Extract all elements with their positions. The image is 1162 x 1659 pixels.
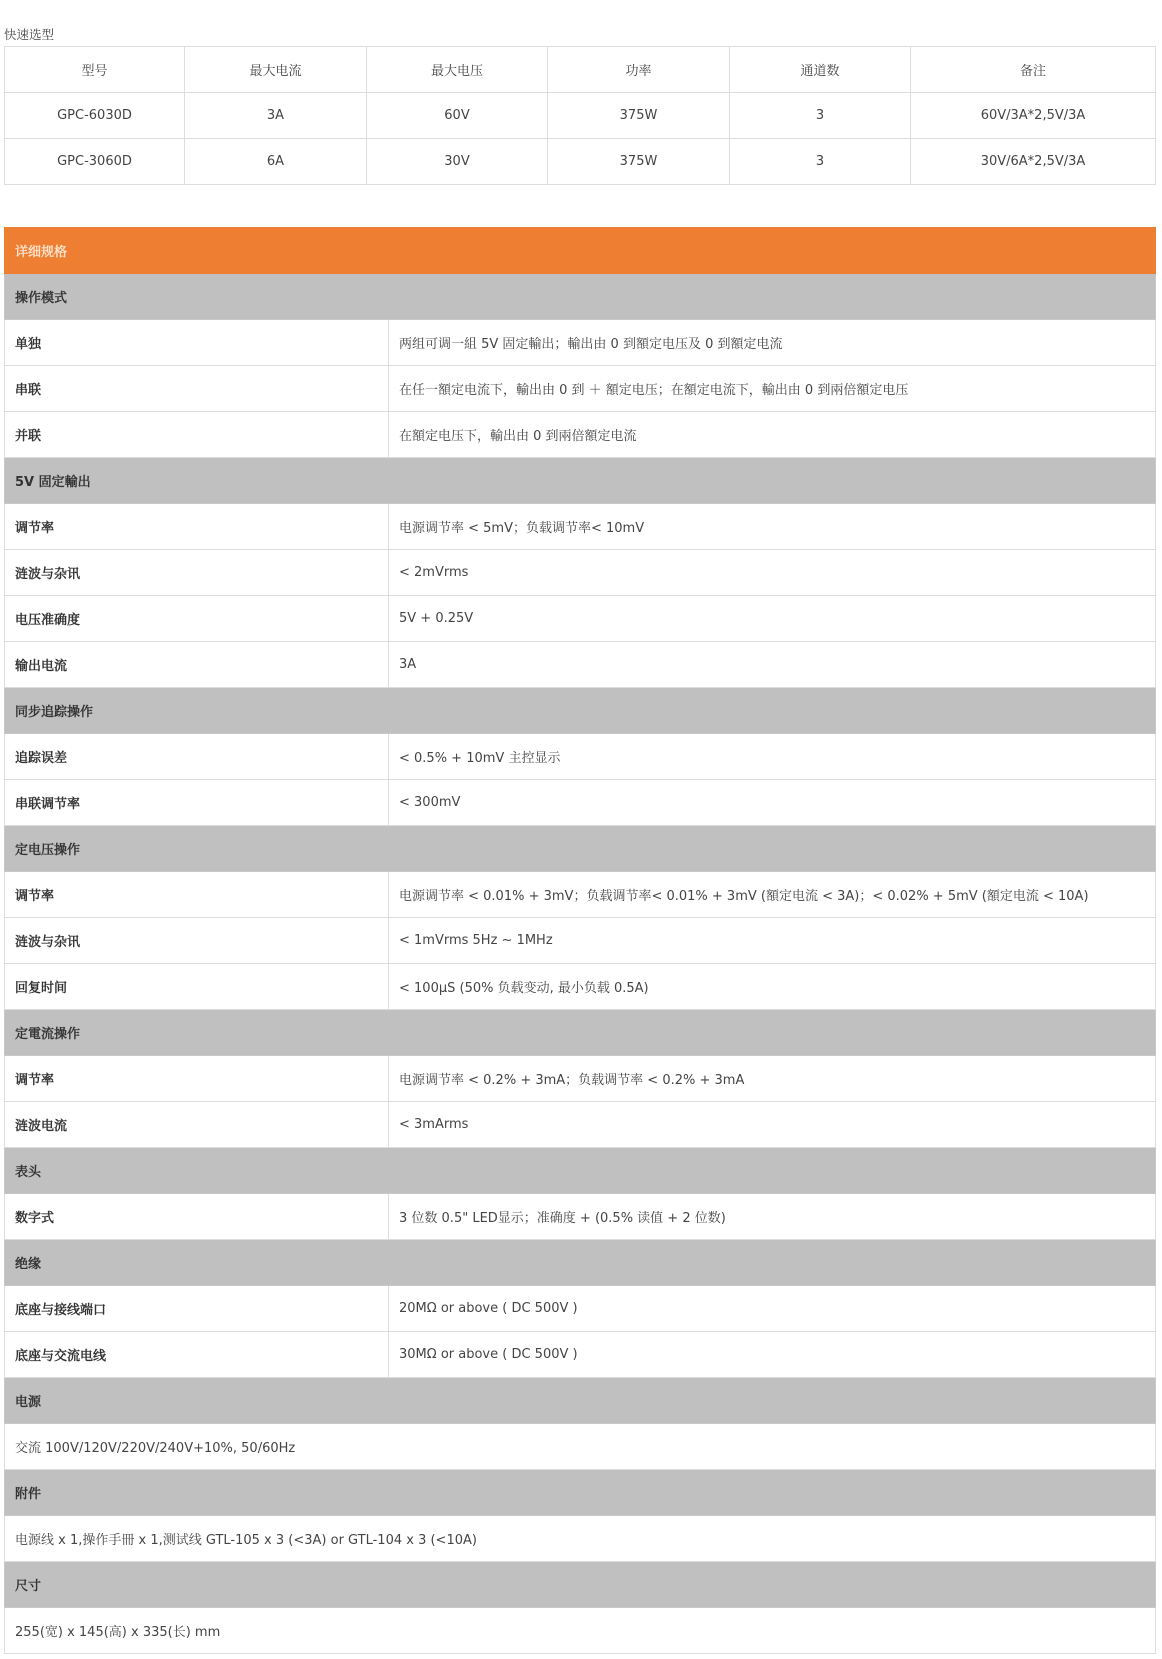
spec-key: 调节率 bbox=[5, 1056, 389, 1102]
max-current-cell: 3A bbox=[185, 93, 367, 139]
spec-key: 输出电流 bbox=[5, 642, 389, 688]
remark-cell: 30V/6A*2,5V/3A bbox=[911, 139, 1156, 185]
spec-value: < 2mVrms bbox=[389, 550, 1156, 596]
spec-row bbox=[5, 412, 1156, 458]
spec-section-row bbox=[5, 1470, 1156, 1516]
spec-key: 涟波与杂讯 bbox=[5, 550, 389, 596]
spec-key: 电压准确度 bbox=[5, 596, 389, 642]
spec-title: 详细规格 bbox=[5, 228, 1156, 274]
spec-row bbox=[5, 918, 1156, 964]
spec-key: 数字式 bbox=[5, 1194, 389, 1240]
power-cell: 375W bbox=[548, 139, 730, 185]
spec-value: 5V + 0.25V bbox=[389, 596, 1156, 642]
channels-cell: 3 bbox=[730, 139, 911, 185]
spec-row bbox=[5, 1286, 1156, 1332]
section-label: 绝缘 bbox=[5, 1240, 1156, 1286]
spec-value: 在額定电压下，輸出由 0 到兩倍額定电流 bbox=[389, 412, 1156, 458]
spec-value: < 0.5% + 10mV 主控显示 bbox=[389, 734, 1156, 780]
model-cell: GPC-3060D bbox=[5, 139, 185, 185]
spec-section-row bbox=[5, 1240, 1156, 1286]
spec-value: 3 位数 0.5" LED显示；准确度 + (0.5% 读值 + 2 位数) bbox=[389, 1194, 1156, 1240]
spec-value: 在任一額定电流下，輸出由 0 到 ＋ 額定电压；在額定电流下，輸出由 0 到兩倍額定电压 bbox=[389, 366, 1156, 412]
spec-value: 两组可调一組 5V 固定輸出；輸出由 0 到額定电压及 0 到額定电流 bbox=[389, 320, 1156, 366]
section-label: 操作模式 bbox=[5, 274, 1156, 320]
spec-key: 串联调节率 bbox=[5, 780, 389, 826]
spec-section-row bbox=[5, 274, 1156, 320]
spec-value: 电源调节率 < 0.2% + 3mA；负载调节率 < 0.2% + 3mA bbox=[389, 1056, 1156, 1102]
spec-row bbox=[5, 550, 1156, 596]
quick-select-title: 快速选型 bbox=[4, 27, 55, 42]
spec-value: < 1mVrms 5Hz ~ 1MHz bbox=[389, 918, 1156, 964]
spec-value: 电源调节率 < 0.01% + 3mV；负载调节率< 0.01% + 3mV (額定电流 < 3A)；< 0.02% + 5mV (額定电流 < 10A) bbox=[389, 872, 1156, 918]
spec-value: 交流 100V/120V/220V/240V+10%, 50/60Hz bbox=[5, 1424, 1156, 1470]
spec-key: 底座与接线端口 bbox=[5, 1286, 389, 1332]
spec-key: 调节率 bbox=[5, 504, 389, 550]
spec-key: 底座与交流电线 bbox=[5, 1332, 389, 1378]
spec-table bbox=[4, 227, 1156, 1654]
spec-row bbox=[5, 1608, 1156, 1654]
max-voltage-cell: 60V bbox=[367, 93, 548, 139]
spec-section-row bbox=[5, 1378, 1156, 1424]
header-cell: 备注 bbox=[911, 47, 1156, 93]
section-label: 附件 bbox=[5, 1470, 1156, 1516]
spec-value: 电源线 x 1,操作手冊 x 1,测试线 GTL-105 x 3 (<3A) or GTL-104 x 3 (<10A) bbox=[5, 1516, 1156, 1562]
header-cell: 型号 bbox=[5, 47, 185, 93]
quick-select-header-row bbox=[5, 47, 1156, 93]
spec-key: 涟波电流 bbox=[5, 1102, 389, 1148]
spec-row bbox=[5, 964, 1156, 1010]
spec-value: 电源调节率 < 5mV；负载调节率< 10mV bbox=[389, 504, 1156, 550]
spec-value: < 3mArms bbox=[389, 1102, 1156, 1148]
header-cell: 通道数 bbox=[730, 47, 911, 93]
section-label: 电源 bbox=[5, 1378, 1156, 1424]
spec-value: 255(宽) x 145(高) x 335(长) mm bbox=[5, 1608, 1156, 1654]
quick-select-table bbox=[4, 46, 1156, 185]
spec-row bbox=[5, 780, 1156, 826]
spec-row bbox=[5, 1332, 1156, 1378]
spec-section-row bbox=[5, 458, 1156, 504]
spec-value: < 300mV bbox=[389, 780, 1156, 826]
spec-row bbox=[5, 1102, 1156, 1148]
spec-section-row bbox=[5, 826, 1156, 872]
spec-key: 回复时间 bbox=[5, 964, 389, 1010]
section-label: 表头 bbox=[5, 1148, 1156, 1194]
spec-row bbox=[5, 504, 1156, 550]
section-label: 定电压操作 bbox=[5, 826, 1156, 872]
spec-value: 20MΩ or above ( DC 500V ) bbox=[389, 1286, 1156, 1332]
power-cell: 375W bbox=[548, 93, 730, 139]
max-current-cell: 6A bbox=[185, 139, 367, 185]
spec-value: < 100μS (50% 负载变动, 最小负载 0.5A) bbox=[389, 964, 1156, 1010]
spec-row bbox=[5, 872, 1156, 918]
spec-row bbox=[5, 366, 1156, 412]
section-label: 尺寸 bbox=[5, 1562, 1156, 1608]
spec-row bbox=[5, 1424, 1156, 1470]
spec-value: 3A bbox=[389, 642, 1156, 688]
spec-row bbox=[5, 596, 1156, 642]
header-cell: 最大电压 bbox=[367, 47, 548, 93]
spec-key: 追踪误差 bbox=[5, 734, 389, 780]
spec-header-row bbox=[5, 228, 1156, 274]
spec-section-row bbox=[5, 688, 1156, 734]
spec-section-row bbox=[5, 1562, 1156, 1608]
spec-row bbox=[5, 642, 1156, 688]
channels-cell: 3 bbox=[730, 93, 911, 139]
section-label: 定電流操作 bbox=[5, 1010, 1156, 1056]
remark-cell: 60V/3A*2,5V/3A bbox=[911, 93, 1156, 139]
section-label: 5V 固定輸出 bbox=[5, 458, 1156, 504]
spec-key: 调节率 bbox=[5, 872, 389, 918]
table-row bbox=[5, 93, 1156, 139]
spec-row bbox=[5, 1056, 1156, 1102]
header-cell: 功率 bbox=[548, 47, 730, 93]
spec-key: 涟波与杂讯 bbox=[5, 918, 389, 964]
spec-key: 串联 bbox=[5, 366, 389, 412]
table-row bbox=[5, 139, 1156, 185]
max-voltage-cell: 30V bbox=[367, 139, 548, 185]
model-cell: GPC-6030D bbox=[5, 93, 185, 139]
spec-section-row bbox=[5, 1148, 1156, 1194]
header-cell: 最大电流 bbox=[185, 47, 367, 93]
spec-row bbox=[5, 1516, 1156, 1562]
spec-row bbox=[5, 1194, 1156, 1240]
spec-key: 单独 bbox=[5, 320, 389, 366]
spec-section-row bbox=[5, 1010, 1156, 1056]
section-label: 同步追踪操作 bbox=[5, 688, 1156, 734]
spec-key: 并联 bbox=[5, 412, 389, 458]
spec-row bbox=[5, 734, 1156, 780]
spec-value: 30MΩ or above ( DC 500V ) bbox=[389, 1332, 1156, 1378]
spec-row bbox=[5, 320, 1156, 366]
